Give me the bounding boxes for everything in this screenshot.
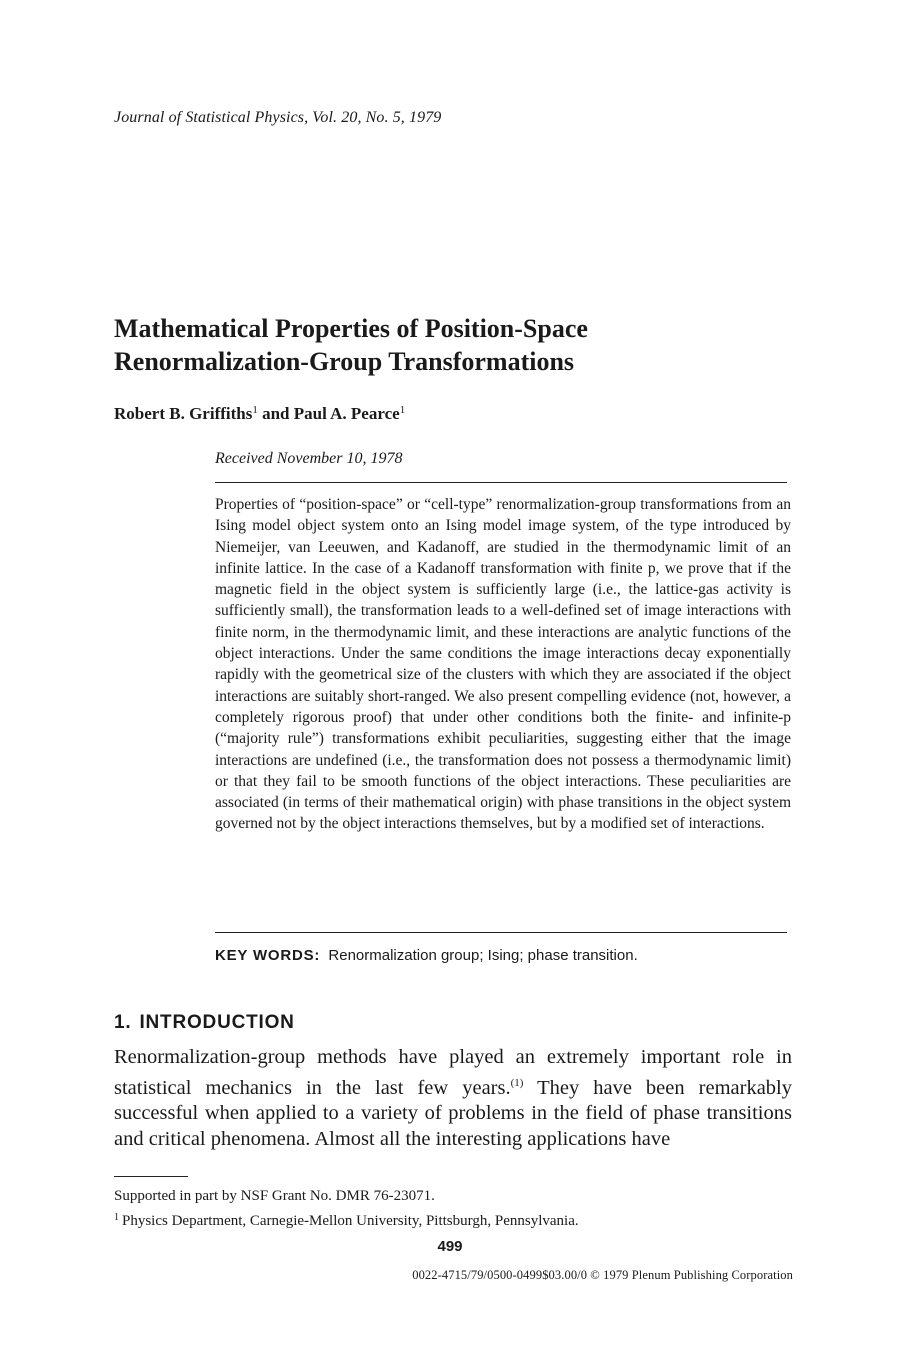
- paper-title-line-1: Mathematical Properties of Position-Space: [114, 314, 588, 343]
- keywords: [215, 947, 791, 964]
- footnote-rule: [114, 1176, 188, 1177]
- section-title: INTRODUCTION: [139, 1012, 295, 1033]
- copyright-line: 0022-4715/79/0500-0499$03.00/0 © 1979 Plenum Publishing Corporation: [412, 1268, 793, 1282]
- keywords-label: KEY WORDS:: [215, 947, 321, 964]
- citation-reference: (1): [510, 1076, 524, 1089]
- keywords-text: Renormalization group; Ising; phase transition.: [328, 947, 638, 964]
- affiliation-mark: 1: [252, 404, 258, 416]
- affiliation-footnote: [114, 1209, 579, 1230]
- received-date: Received November 10, 1978: [215, 450, 403, 467]
- affiliation-mark: 1: [399, 404, 406, 416]
- author-list: [114, 404, 405, 424]
- page-number: 499: [437, 1238, 463, 1255]
- section-number: 1.: [114, 1012, 132, 1033]
- introduction-paragraph: [114, 1045, 792, 1152]
- abstract: Properties of “position-space” or “cell-type” renormalization-group transformations from an Ising model object system onto an Ising model image system, of the type introduced by Niemeijer, van Leeuwen, and Kadanoff, are studied in the thermodynamic limit of an infinite lattice. In the case of a Kadanoff transformation with finite p, we prove that if the magnetic field in the object system is sufficiently large (i.e., the lattice-gas activity is sufficiently small), the transformation leads to a well-defined set of image interactions with finite norm, in the thermodynamic limit, and these interactions are analytic functions of the object interactions. Under the same conditions the image interactions decay exponentially rapidly with the geometrical size of the clusters with which they are associated if the object interactions are suitably short-ranged. We also present compelling evidence (not, however, a completely rigorous proof) that under other conditions both the finite- and infinite-p (“majority rule”) transformations exhibit peculiarities, suggesting either that the image interactions are undefined (i.e., the transformation does not possess a thermodynamic limit) or that they fail to be smooth functions of the object interactions. These peculiarities are associated (in terms of their mathematical origin) with phase transitions in the object system governed not by the object interactions themselves, but by a modified set of interactions.: [215, 496, 791, 833]
- abstract-top-rule: [215, 482, 787, 483]
- section-heading: [114, 1012, 295, 1034]
- paper-title: [114, 312, 814, 378]
- funding-footnote: Supported in part by NSF Grant No. DMR 76-23071.: [114, 1188, 435, 1204]
- journal-citation: Journal of Statistical Physics, Vol. 20, No. 5, 1979: [114, 109, 442, 126]
- author-name: Paul A. Pearce: [293, 404, 400, 423]
- author-joiner: and: [257, 404, 294, 423]
- footnote-mark: 1: [114, 1212, 119, 1223]
- abstract-bottom-rule: [215, 932, 787, 933]
- intro-text-continued: They have been remarkably successful when applied to a variety of problems in the field of phase transitions and critical phenomena. Almost all the interesting applications have: [114, 1076, 792, 1150]
- author-name: Robert B. Griffiths: [114, 404, 253, 423]
- paper-title-line-2: Renormalization-Group Transformations: [114, 347, 575, 376]
- affiliation-text: Physics Department, Carnegie-Mellon University, Pittsburgh, Pennsylvania.: [122, 1213, 579, 1229]
- intro-text: Renormalization-group methods have played an extremely important role in statistical mechanics in the last few years.: [114, 1046, 792, 1099]
